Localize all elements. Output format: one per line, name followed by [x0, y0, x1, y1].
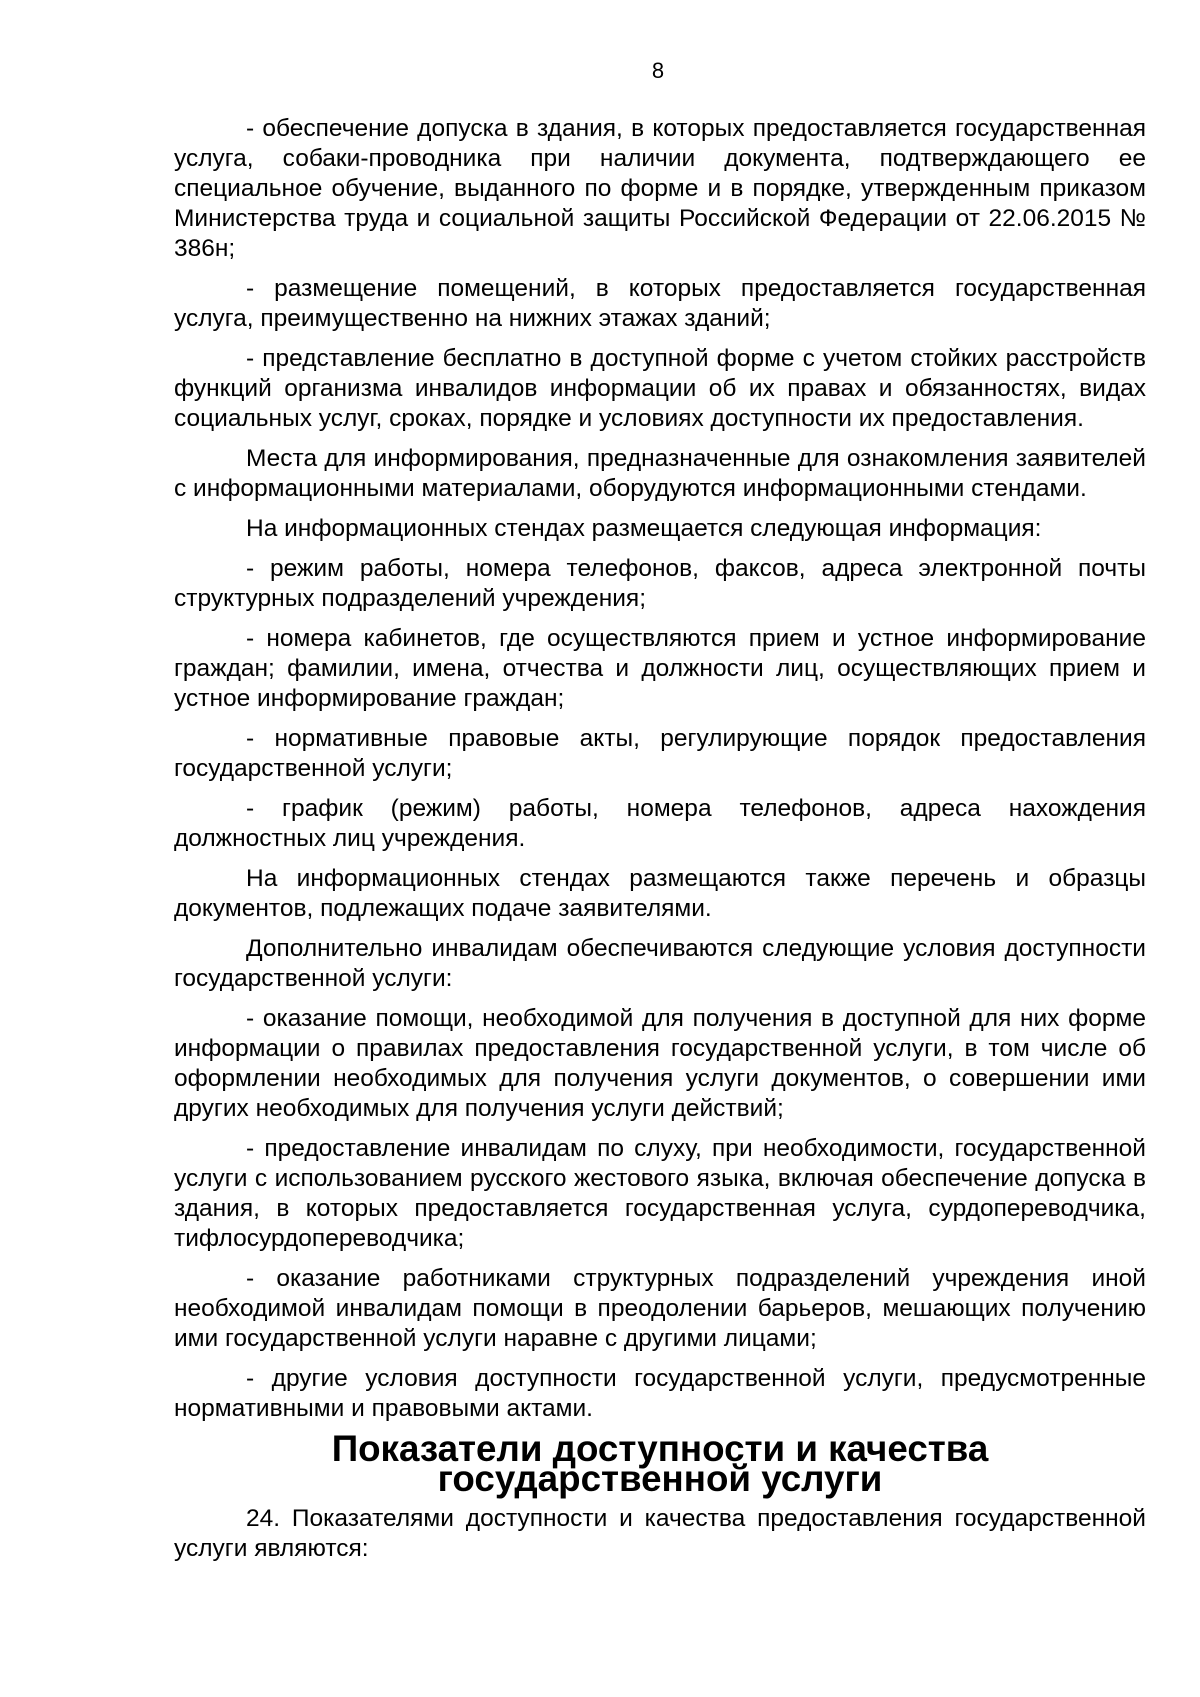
paragraph-assistance: - оказание помощи, необходимой для получения в доступной для них форме информации о правилах предоставления государственной услуги, в том числе об оформлении необходимых для получения услуги документов, о совершении ими других необходимых для получения услуги действий; [174, 1005, 1146, 1122]
paragraph-office-numbers: - номера кабинетов, где осуществляются прием и устное информирование граждан; фамилии, имена, отчества и должности лиц, осуществляющих прием и устное информирование граждан; [174, 625, 1146, 712]
paragraph-additional-conditions: Дополнительно инвалидам обеспечиваются следующие условия доступности государственной услуги: [174, 935, 1146, 992]
paragraph-guide-dog-access: - обеспечение допуска в здания, в которых предоставляется государственная услуга, собаки-проводника при наличии документа, подтверждающего ее специальное обучение, выданного по форме и в порядке, утвержденным приказом Министерства труда и социальной защиты Российской Федерации от 22.06.2015 № 386н; [174, 115, 1146, 262]
paragraph-sign-language: - предоставление инвалидам по слуху, при необходимости, государственной услуги с использованием русского жестового языка, включая обеспечение допуска в здания, в которых предоставляется государственная услуга, сурдопереводчика, тифлосурдопереводчика; [174, 1135, 1146, 1252]
paragraph-barrier-help: - оказание работниками структурных подразделений учреждения иной необходимой инвалидам помощи в преодолении барьеров, мешающих получению ими государственной услуги наравне с другими лицами; [174, 1265, 1146, 1352]
paragraph-other-conditions: - другие условия доступности государственной услуги, предусмотренные нормативными и правовыми актами. [174, 1365, 1146, 1422]
paragraph-free-information: - представление бесплатно в доступной форме с учетом стойких расстройств функций организма инвалидов информации об их правах и обязанностях, видах социальных услуг, сроках, порядке и условиях доступности их предоставления. [174, 345, 1146, 432]
paragraph-officials-schedule: - график (режим) работы, номера телефонов, адреса нахождения должностных лиц учреждения. [174, 795, 1146, 852]
paragraph-stand-information-intro: На информационных стендах размещается следующая информация: [246, 515, 1042, 542]
paragraph-regulatory-acts: - нормативные правовые акты, регулирующие порядок предоставления государственной услуги; [174, 725, 1146, 782]
page-number: 8 [651, 58, 665, 83]
paragraph-item-24: 24. Показателями доступности и качества предоставления государственной услуги являются: [174, 1505, 1146, 1562]
section-heading: Показатели доступности и качества государственной услуги [331, 1428, 989, 1499]
paragraph-work-schedule-contacts: - режим работы, номера телефонов, факсов, адреса электронной почты структурных подразделений учреждения; [174, 555, 1146, 612]
document-body [174, 114, 1146, 1574]
paragraph-document-list: На информационных стендах размещаются также перечень и образцы документов, подлежащих подаче заявителями. [174, 865, 1146, 922]
paragraph-lower-floors: - размещение помещений, в которых предоставляется государственная услуга, преимущественно на нижних этажах зданий; [174, 275, 1146, 332]
paragraph-information-places: Места для информирования, предназначенные для ознакомления заявителей с информационными материалами, оборудуются информационными стендами. [174, 445, 1146, 502]
